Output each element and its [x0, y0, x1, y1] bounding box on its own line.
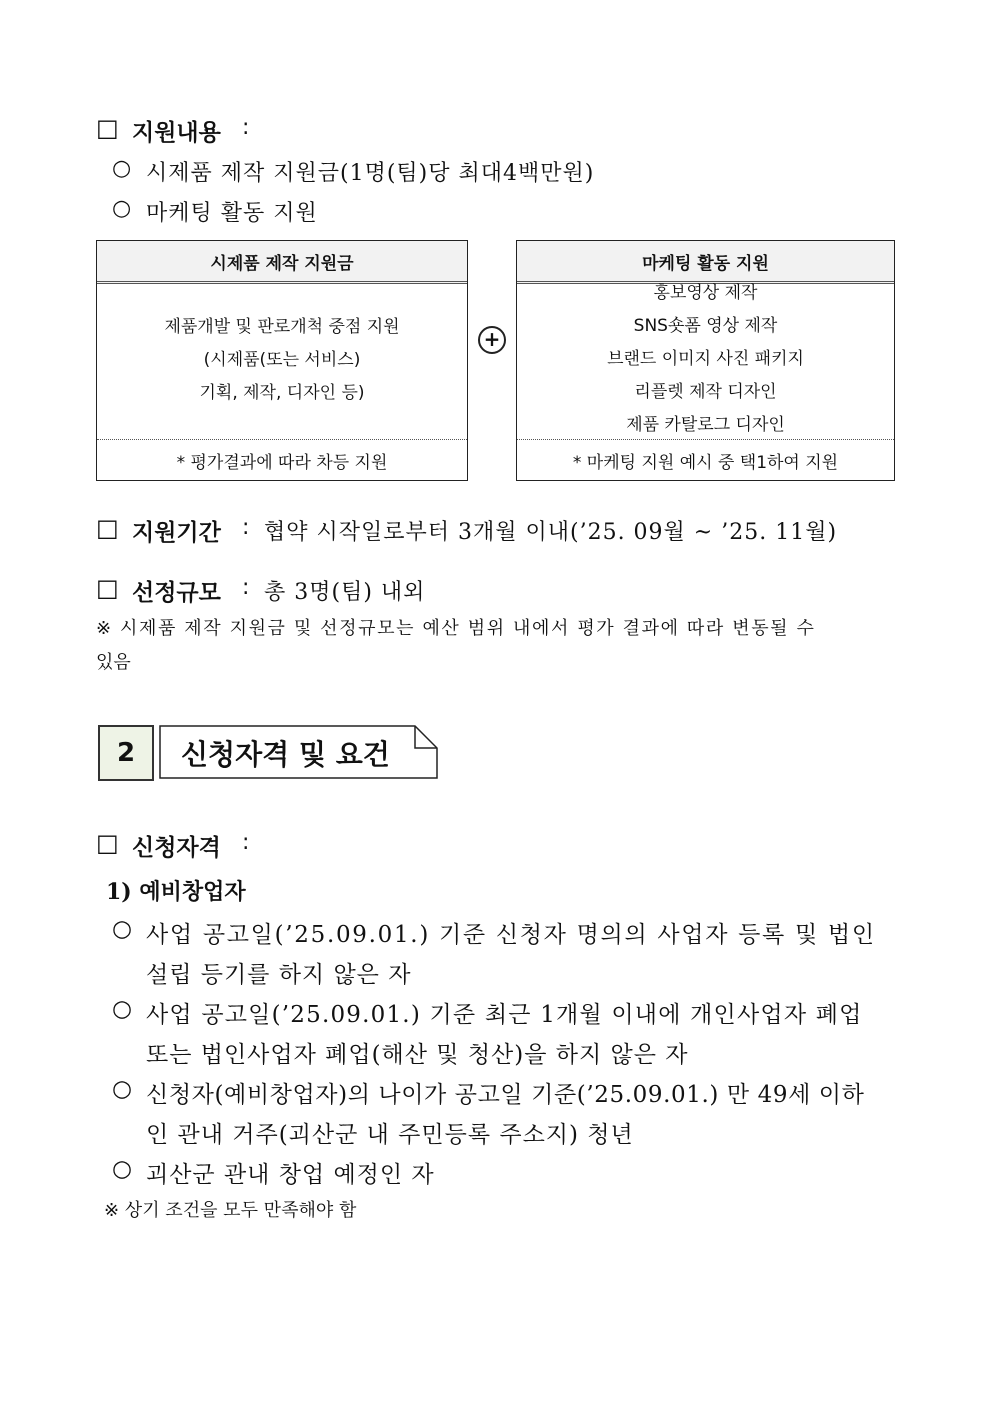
- selection-scale-heading: 선정규모: [132, 580, 221, 606]
- support-content-heading: 지원내용: [132, 120, 221, 146]
- heading-colon: :: [242, 515, 250, 540]
- support-bullet-1: 시제품 제작 지원금(1명(팀)당 최대4백만원): [146, 161, 595, 186]
- marketing-box-line: 홍보영상 제작: [653, 283, 758, 303]
- eligibility-bullet-1: 사업 공고일(’25.09.01.) 기준 신청자 명의의 사업자 등록 및 법인: [146, 922, 876, 948]
- section-number-badge: 2: [98, 725, 154, 781]
- marketing-box-line: SNS숏폼 영상 제작: [633, 316, 778, 336]
- checkbox-square-icon: □: [96, 514, 119, 542]
- checkbox-square-icon: □: [96, 114, 119, 142]
- bullet-mark: ○: [112, 1156, 134, 1182]
- prototype-box-line: 제품개발 및 판로개척 중점 지원: [164, 316, 400, 337]
- prototype-box-line: 기획, 제작, 디자인 등): [199, 382, 365, 403]
- marketing-box-line: 리플렛 제작 디자인: [634, 382, 777, 402]
- prototype-support-box: [96, 240, 468, 481]
- prototype-box-line: (시제품(또는 서비스): [203, 349, 361, 370]
- prototype-box-footer: * 평가결과에 따라 차등 지원: [97, 439, 467, 480]
- eligibility-note: ※ 상기 조건을 모두 만족해야 함: [104, 1200, 357, 1221]
- eligibility-heading: 신청자격: [132, 835, 221, 861]
- bullet-mark: ○: [112, 1076, 134, 1102]
- marketing-box-header: 마케팅 활동 지원: [517, 241, 894, 284]
- circled-plus-icon: +: [478, 326, 506, 354]
- checkbox-square-icon: □: [96, 829, 119, 857]
- prototype-box-body: [97, 284, 467, 436]
- section-title: 신청자격 및 요건: [181, 738, 390, 771]
- eligibility-bullet-4: 괴산군 관내 창업 예정인 자: [146, 1162, 435, 1188]
- marketing-box-body: [517, 277, 894, 442]
- eligibility-subheading: 1) 예비창업자: [106, 879, 246, 905]
- checkbox-square-icon: □: [96, 574, 119, 602]
- eligibility-bullet-1-cont: 설립 등기를 하지 않은 자: [146, 962, 412, 988]
- marketing-box-line: 제품 카탈로그 디자인: [626, 415, 785, 435]
- eligibility-bullet-2: 사업 공고일(’25.09.01.) 기준 최근 1개월 이내에 개인사업자 폐업: [146, 1002, 863, 1028]
- eligibility-bullet-2-cont: 또는 법인사업자 폐업(해산 및 청산)을 하지 않은 자: [146, 1042, 689, 1068]
- eligibility-bullet-3-cont: 인 관내 거주(괴산군 내 주민등록 주소지) 청년: [146, 1122, 634, 1148]
- marketing-box-line: 브랜드 이미지 사진 패키지: [607, 349, 804, 369]
- bullet-mark: ○: [112, 916, 134, 942]
- bullet-mark: ○: [112, 196, 133, 221]
- support-period-text: 협약 시작일로부터 3개월 이내(’25. 09월 ~ ’25. 11월): [264, 520, 838, 545]
- selection-note-continued: 있음: [96, 652, 131, 673]
- marketing-box-footer: * 마케팅 지원 예시 중 택1하여 지원: [517, 439, 894, 480]
- heading-colon: :: [242, 115, 250, 140]
- prototype-box-header: 시제품 제작 지원금: [97, 241, 467, 284]
- selection-scale-text: 총 3명(팀) 내외: [264, 580, 426, 605]
- marketing-support-box: [516, 240, 895, 481]
- section-title-box: [159, 725, 436, 777]
- bullet-mark: ○: [112, 996, 134, 1022]
- heading-colon: :: [242, 575, 250, 600]
- selection-note: ※ 시제품 제작 지원금 및 선정규모는 예산 범위 내에서 평가 결과에 따라 변동될 수: [96, 618, 816, 639]
- support-bullet-2: 마케팅 활동 지원: [146, 201, 318, 226]
- support-period-heading: 지원기간: [132, 520, 221, 546]
- eligibility-bullet-3: 신청자(예비창업자)의 나이가 공고일 기준(’25.09.01.) 만 49세 이하: [146, 1082, 865, 1108]
- bullet-mark: ○: [112, 156, 133, 181]
- heading-colon: :: [242, 830, 250, 855]
